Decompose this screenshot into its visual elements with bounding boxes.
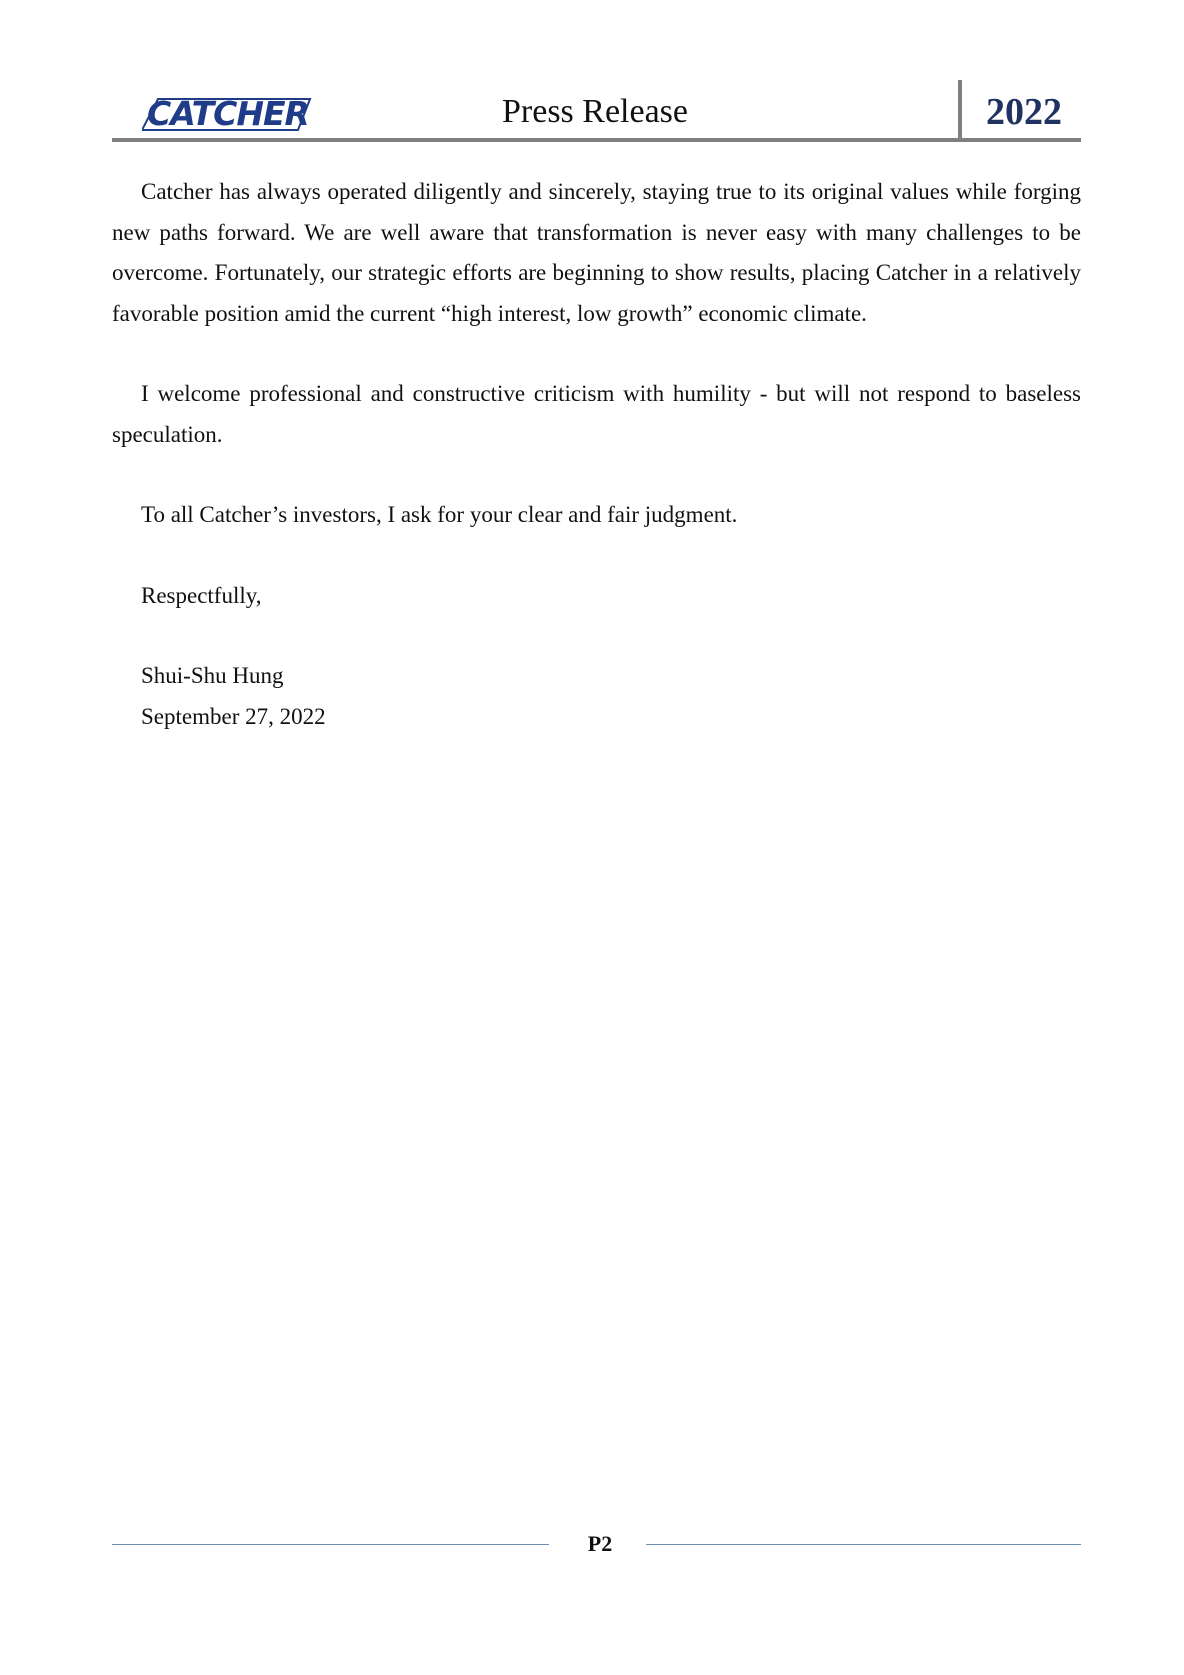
signature-date: September 27, 2022: [141, 703, 326, 729]
paragraph-3: To all Catcher’s investors, I ask for your clear and fair judgment.: [141, 502, 738, 527]
closing: Respectfully,: [141, 582, 262, 608]
paragraph-2: I welcome professional and constructive criticism with humility - but will not respond to baseless speculation.: [112, 381, 1081, 447]
year-divider: [958, 80, 962, 138]
year-label: 2022: [986, 91, 1062, 133]
header-rule: [112, 138, 1081, 142]
letter-body: [112, 172, 1081, 737]
footer-rule-right: [646, 1544, 1081, 1545]
catcher-logo: [142, 92, 312, 134]
signature-name: Shui-Shu Hung: [141, 663, 284, 688]
logo-wordmark: CATCHER: [147, 94, 309, 133]
page-title: Press Release: [502, 93, 689, 130]
paragraph-1: Catcher has always operated diligently and sincerely, staying true to its original values while forging new paths forward. We are well aware that transformation is never easy with many challenges to be overcome. Fortunately, our strategic efforts are beginning to show results, placing Catcher in a relatively favorable position amid the current “high interest, low growth” economic climate.: [112, 179, 1081, 326]
page-number: P2: [587, 1531, 613, 1556]
page-header: [112, 80, 1081, 142]
footer-rule-left: [112, 1544, 549, 1545]
